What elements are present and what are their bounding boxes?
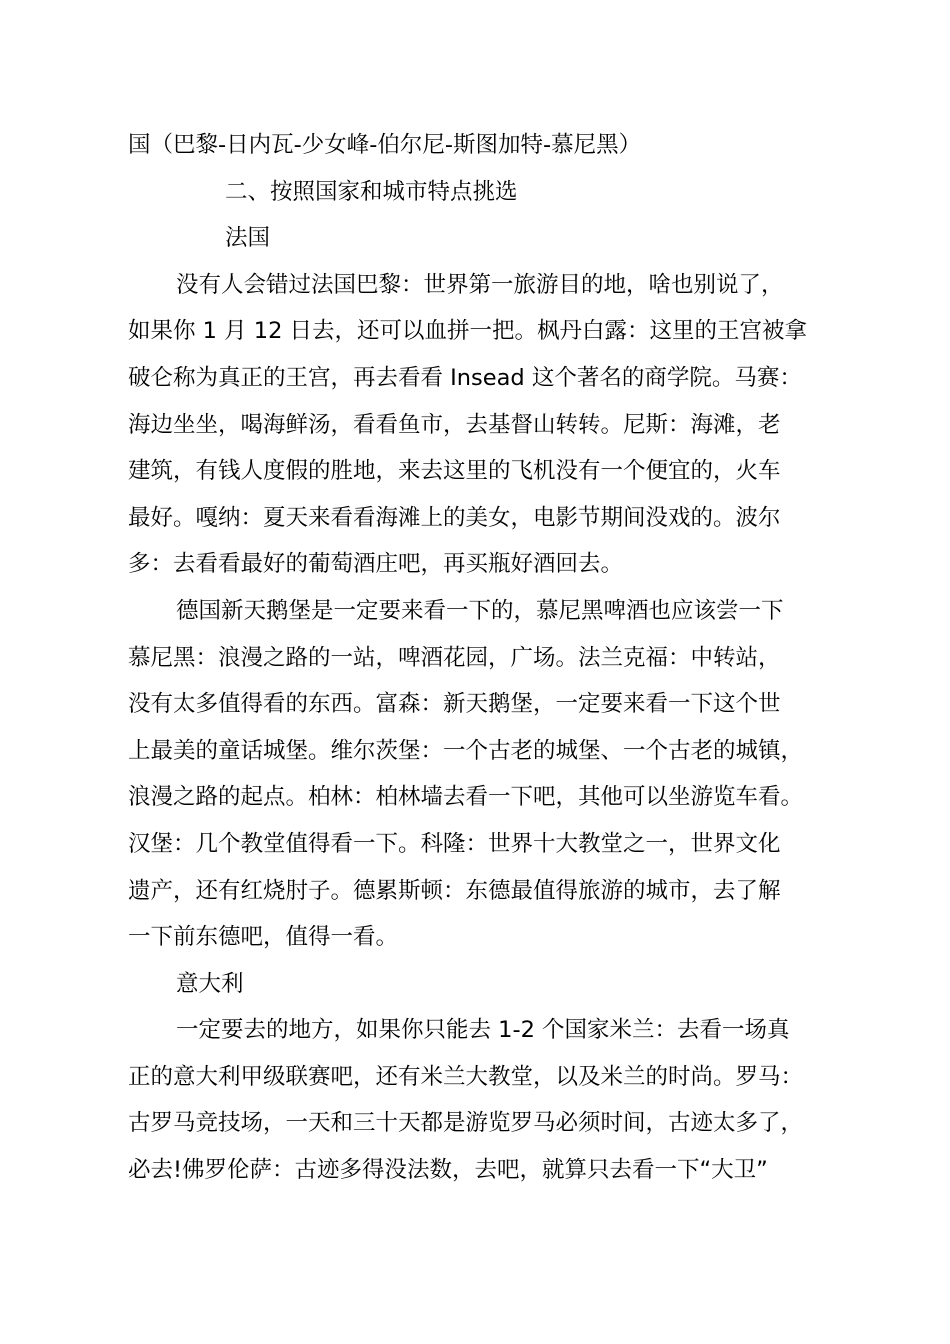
text-line: 一下前东德吧，值得一看。 xyxy=(128,924,399,951)
text-line: 汉堡：几个教堂值得看一下。科隆：世界十大教堂之一，世界文化 xyxy=(128,830,781,857)
country-heading-france: 法国 xyxy=(225,225,271,252)
text-line: 慕尼黑：浪漫之路的一站，啤酒花园，广场。法兰克福：中转站， xyxy=(128,644,781,671)
text-line: 最好。嘎纳：夏天来看看海滩上的美女，电影节期间没戏的。波尔 xyxy=(128,504,781,531)
text-line: 海边坐坐，喝海鲜汤，看看鱼市，去基督山转转。尼斯：海滩，老 xyxy=(128,411,781,438)
text-line: 一定要去的地方，如果你只能去 1-2 个国家米兰：去看一场真 xyxy=(176,1017,790,1044)
text-line: 没有人会错过法国巴黎：世界第一旅游目的地，啥也别说了， xyxy=(176,271,784,298)
text-line: 遗产，还有红烧肘子。德累斯顿：东德最值得旅游的城市，去了解 xyxy=(128,877,781,904)
text-line: 德国新天鹅堡是一定要来看一下的，慕尼黑啤酒也应该尝一下 xyxy=(176,597,784,624)
text-line: 国（巴黎-日内瓦-少女峰-伯尔尼-斯图加特-慕尼黑） xyxy=(128,132,642,158)
document-body xyxy=(128,122,822,1194)
text-line: 古罗马竞技场，一天和三十天都是游览罗马必须时间，古迹太多了， xyxy=(128,1110,804,1137)
text-line: 破仑称为真正的王宫，再去看看 Insead 这个著名的商学院。马赛： xyxy=(128,364,802,391)
text-line: 正的意大利甲级联赛吧，还有米兰大教堂，以及米兰的时尚。罗马： xyxy=(128,1063,804,1090)
text-line: 多：去看看最好的葡萄酒庄吧，再买瓶好酒回去。 xyxy=(128,551,624,578)
text-line: 如果你 1 月 12 日去，还可以血拼一把。枫丹白露：这里的王宫被拿 xyxy=(128,318,808,345)
section-heading: 二、按照国家和城市特点挑选 xyxy=(225,178,518,205)
text-line: 建筑，有钱人度假的胜地，来去这里的飞机没有一个便宜的，火车 xyxy=(128,458,781,485)
text-line: 上最美的童话城堡。维尔茨堡：一个古老的城堡、一个古老的城镇， xyxy=(128,737,804,764)
text-line: 必去!佛罗伦萨：古迹多得没法数，去吧，就算只去看一下“大卫” xyxy=(128,1157,768,1184)
text-line: 浪漫之路的起点。柏林：柏林墙去看一下吧，其他可以坐游览车看。 xyxy=(128,784,804,811)
text-line: 没有太多值得看的东西。富森：新天鹅堡，一定要来看一下这个世 xyxy=(128,691,781,718)
country-heading-italy: 意大利 xyxy=(176,970,244,997)
